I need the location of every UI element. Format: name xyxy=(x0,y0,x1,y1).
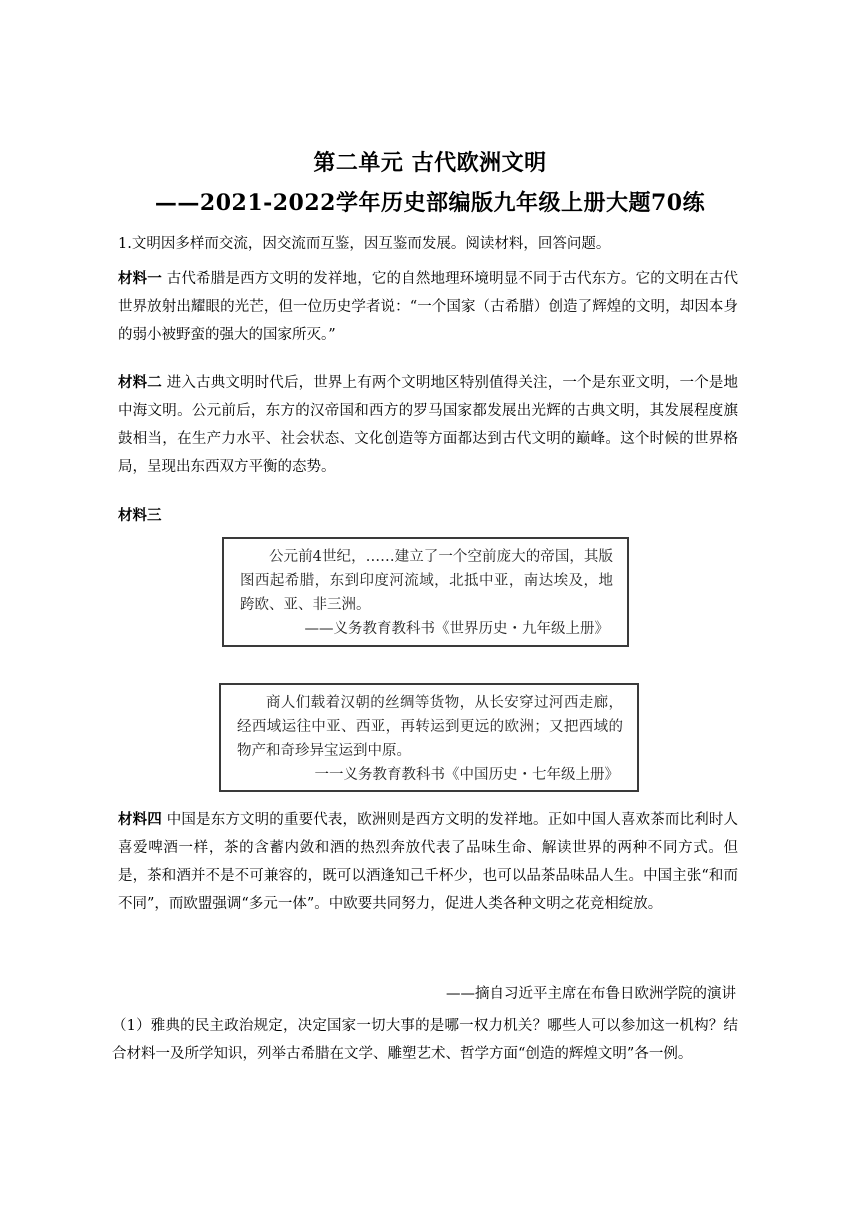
material-3-label: 材料三 xyxy=(118,507,162,524)
material-4 xyxy=(118,806,738,918)
material-1-label: 材料一 xyxy=(118,270,162,287)
excerpt-1-text: 公元前4世纪，……建立了一个空前庞大的帝国，其版图西起希腊，东到印度河流域，北抵中亚，南达埃及，地跨欧、亚、非三洲。 xyxy=(240,549,613,613)
material-3-excerpt-1 xyxy=(222,537,629,647)
excerpt-1-citation: ——义务教育教科书《世界历史・九年级上册》 xyxy=(304,621,609,637)
material-4-label: 材料四 xyxy=(118,811,162,828)
material-2-text: 进入古典文明时代后，世界上有两个文明地区特别值得关注，一个是东亚文明，一个是地中海文明。公元前后，东方的汉帝国和西方的罗马国家都发展出光辉的古典文明，其发展程度旗鼓相当，在生产力水平、社会状态、文化创造等方面都达到古代文明的巅峰。这个时候的世界格局，呈现出东西双方平衡的态势。 xyxy=(118,375,739,475)
question-intro: 1.文明因多样而交流，因交流而互鉴，因互鉴而发展。阅读材料，回答问题。 xyxy=(118,236,611,252)
material-3 xyxy=(118,502,738,530)
material-4-source: ——摘自习近平主席在布鲁日欧洲学院的演讲 xyxy=(446,986,736,1002)
material-1-text: 古代希腊是西方文明的发祥地，它的自然地理环境明显不同于古代东方。它的文明在古代世界放射出耀眼的光芒，但一位历史学者说：“一个国家（古希腊）创造了辉煌的文明，却因本身的弱小被野蛮的强大的国家所灭。” xyxy=(118,271,739,343)
material-4-text: 中国是东方文明的重要代表，欧洲则是西方文明的发祥地。正如中国人喜欢茶而比利时人喜爱啤酒一样，茶的含蓄内敛和酒的热烈奔放代表了品味生命、解读世界的两种不同方式。但是，茶和酒并不是不可兼容的，既可以酒逢知己千杯少，也可以品茶品味品人生。中国主张“和而不同”，而欧盟强调“多元一体”。中欧要共同努力，促进人类各种文明之花竞相绽放。 xyxy=(118,812,739,912)
material-2-label: 材料二 xyxy=(118,374,162,391)
excerpt-2-citation: 一一义务教育教科书《中国历史・七年级上册》 xyxy=(314,767,619,783)
material-1 xyxy=(118,265,738,349)
document-title: 第二单元 古代欧洲文明 xyxy=(313,150,547,176)
excerpt-2-text: 商人们载着汉朝的丝绸等货物，从长安穿过河西走廊，经西域运往中亚、西亚，再转运到更远的欧洲；又把西域的物产和奇珍异宝运到中原。 xyxy=(237,695,623,759)
material-2 xyxy=(118,369,738,481)
sub-question-1: （1）雅典的民主政治规定，决定国家一切大事的是哪一权力机关？哪些人可以参加这一机构？结合材料一及所学知识，列举古希腊在文学、雕塑艺术、哲学方面“创造的辉煌文明”各一例。 xyxy=(112,1018,738,1062)
material-3-excerpt-2 xyxy=(219,683,639,792)
document-subtitle: ——2021-2022学年历史部编版九年级上册大题70练 xyxy=(154,190,706,216)
